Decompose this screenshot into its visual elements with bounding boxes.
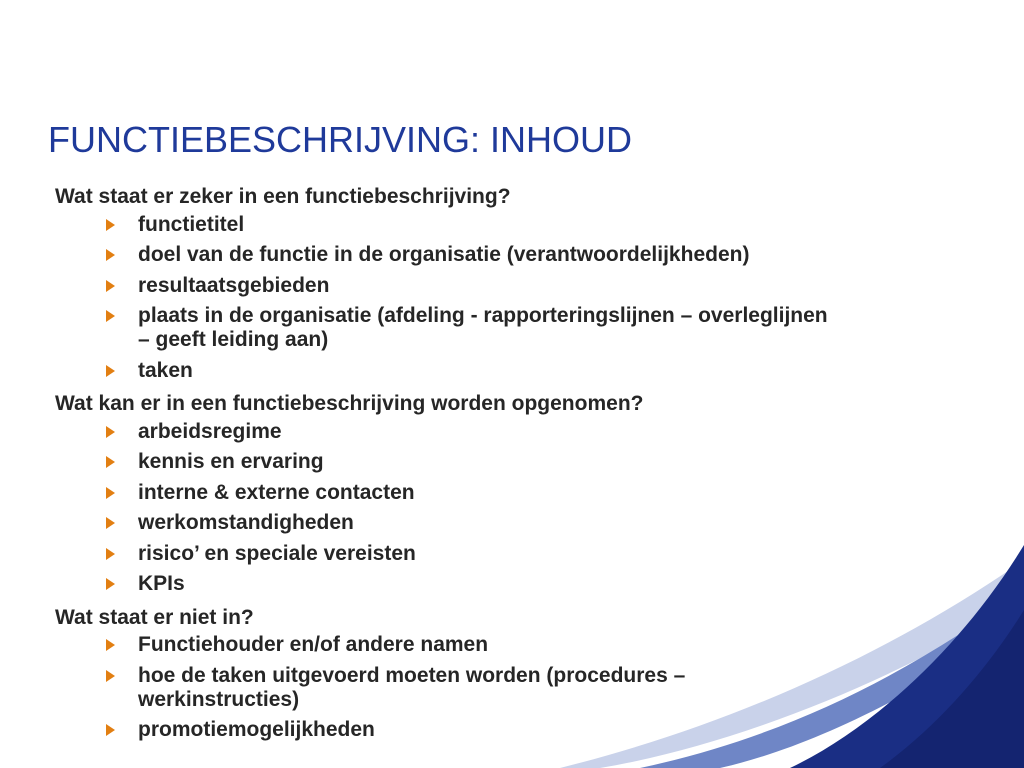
list-item: [55, 420, 935, 444]
list-item: [55, 664, 935, 712]
list-item: [55, 718, 935, 742]
triangle-bullet-icon: [106, 365, 115, 377]
list-item: [55, 572, 935, 596]
list-item-text: resultaatsgebieden: [138, 273, 330, 297]
slide-content: [55, 182, 935, 749]
bullet-list: [55, 420, 935, 597]
list-item: [55, 359, 935, 383]
bullet-list: [55, 213, 935, 383]
list-item: [55, 542, 935, 566]
list-item-text: kennis en ervaring: [138, 450, 324, 473]
list-item-text: Functiehouder en/of andere namen: [138, 633, 489, 656]
triangle-bullet-icon: [106, 548, 115, 560]
section-always-included: [55, 182, 935, 383]
triangle-bullet-icon: [106, 487, 115, 499]
list-item: [55, 633, 935, 657]
list-item-text: promotiemogelijkheden: [138, 718, 375, 741]
list-item: [55, 213, 935, 237]
list-item-text: doel van de functie in de organisatie (verantwoordelijkheden): [138, 243, 750, 266]
bullet-list: [55, 633, 935, 742]
slide-title: FUNCTIEBESCHRIJVING: INHOUD: [48, 119, 633, 160]
list-item: [55, 481, 935, 505]
list-item-text: werkomstandigheden: [138, 511, 354, 534]
section-heading: Wat kan er in een functiebeschrijving worden opgenomen?: [55, 392, 644, 415]
list-item: [55, 274, 935, 298]
list-item: [55, 243, 935, 267]
triangle-bullet-icon: [106, 219, 115, 231]
triangle-bullet-icon: [106, 280, 115, 292]
section-heading: Wat staat er zeker in een functiebeschrijving?: [55, 185, 511, 208]
triangle-bullet-icon: [106, 426, 115, 438]
list-item-text: arbeidsregime: [138, 419, 282, 443]
list-item-text: KPIs: [138, 572, 185, 595]
triangle-bullet-icon: [106, 670, 115, 682]
section-heading: Wat staat er niet in?: [55, 605, 254, 629]
list-item-text: functietitel: [138, 212, 245, 236]
triangle-bullet-icon: [106, 724, 115, 736]
triangle-bullet-icon: [106, 310, 115, 322]
triangle-bullet-icon: [106, 639, 115, 651]
list-item-text: interne & externe contacten: [138, 480, 415, 504]
list-item-text: hoe de taken uitgevoerd moeten worden (procedures – werkinstructies): [138, 663, 686, 711]
list-item-text: taken: [138, 358, 193, 382]
triangle-bullet-icon: [106, 517, 115, 529]
triangle-bullet-icon: [106, 249, 115, 261]
list-item: [55, 450, 935, 474]
triangle-bullet-icon: [106, 456, 115, 468]
section-optional: [55, 389, 935, 596]
list-item: [55, 511, 935, 535]
list-item-text: risico’ en speciale vereisten: [138, 541, 416, 565]
triangle-bullet-icon: [106, 578, 115, 590]
list-item: [55, 304, 935, 352]
section-not-included: [55, 603, 935, 743]
list-item-text: plaats in de organisatie (afdeling - rapporteringslijnen – overleglijnen – geeft leiding aan): [138, 304, 828, 351]
